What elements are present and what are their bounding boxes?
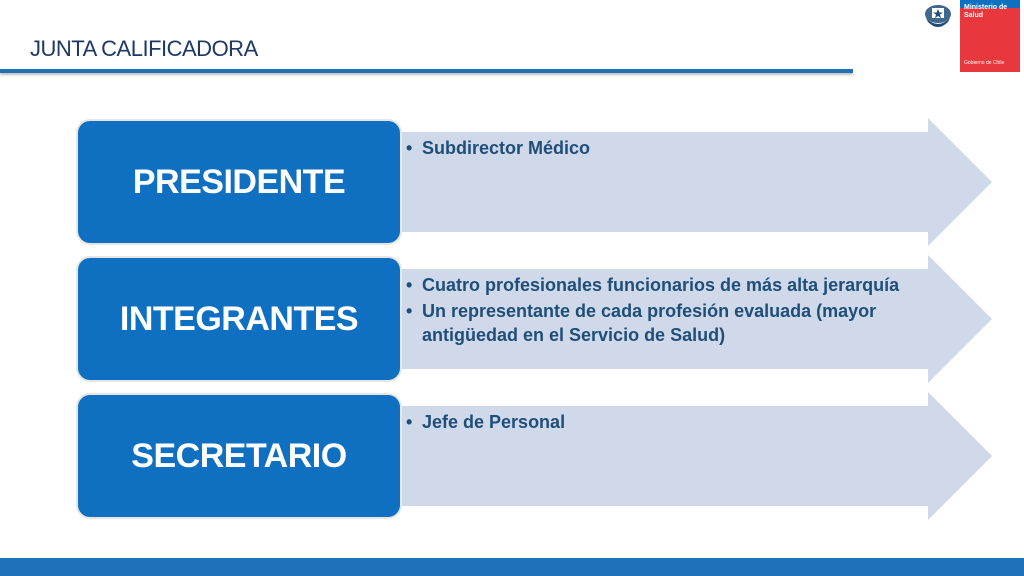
logo-line3: Gobierno de Chile — [964, 60, 1005, 66]
logo-line2: Salud — [964, 12, 984, 19]
label-box — [78, 395, 400, 517]
role-label: INTEGRANTES — [119, 299, 359, 338]
ministry-logo — [916, 0, 1020, 72]
label-box — [78, 121, 400, 243]
row-integrantes — [0, 255, 1024, 383]
bullet-item: • Jefe de Personal — [404, 410, 934, 434]
bullet-list — [404, 273, 934, 349]
bullet-list — [404, 410, 934, 436]
row-secretario — [0, 392, 1024, 520]
page-title: JUNTA CALIFICADORA — [30, 36, 258, 61]
role-label: SECRETARIO — [131, 436, 347, 475]
logo-line1: Ministerio de — [964, 4, 1008, 11]
title-underline — [0, 69, 853, 73]
footer-bar — [0, 558, 1024, 576]
row-presidente — [0, 118, 1024, 246]
logo-panel — [960, 0, 1020, 72]
bullet-item: • Subdirector Médico — [404, 136, 934, 160]
coat-of-arms-icon — [916, 0, 960, 72]
bullet-item: • Cuatro profesionales funcionarios de más alta jerarquía — [404, 273, 934, 297]
role-label: PRESIDENTE — [132, 162, 346, 201]
label-box — [78, 258, 400, 380]
bullet-item: • Un representante de cada profesión evaluada (mayor antigüedad en el Servicio de Salud) — [404, 299, 934, 347]
bullet-list — [404, 136, 934, 162]
